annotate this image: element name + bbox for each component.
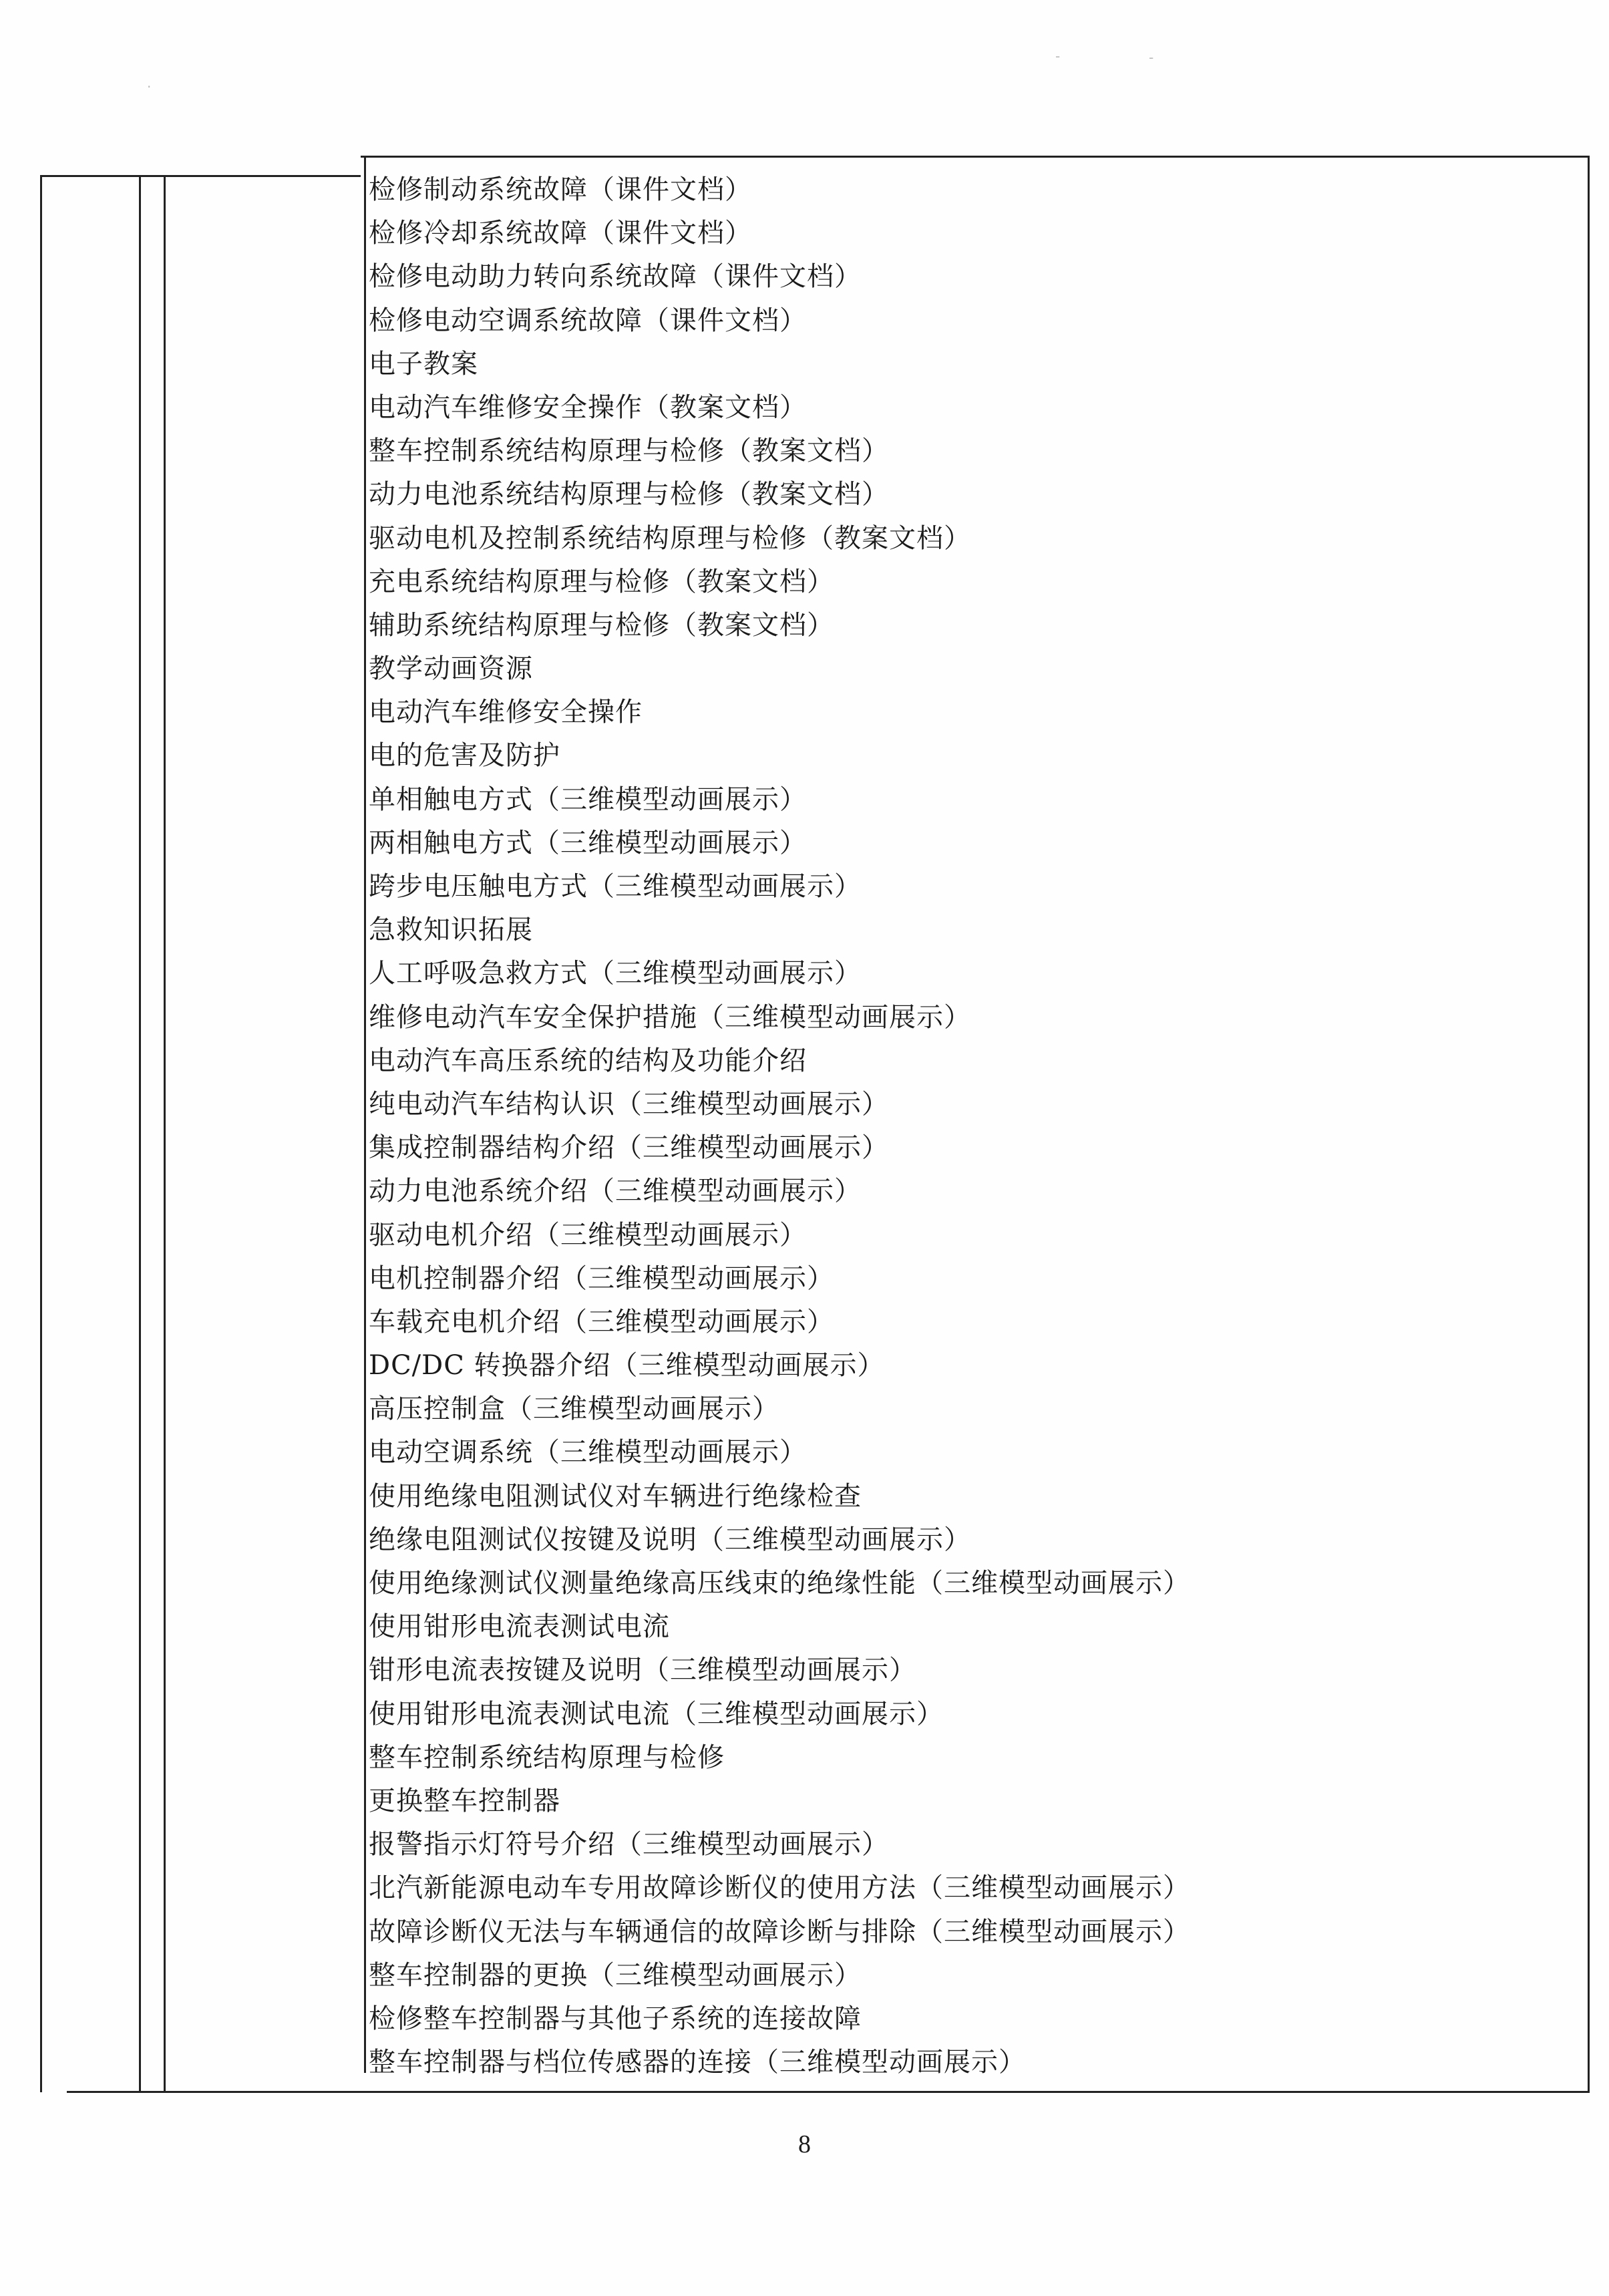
list-item: 整车控制系统结构原理与检修 [369,1742,725,1773]
list-item: 检修整车控制器与其他子系统的连接故障 [369,2003,862,2034]
list-item: 充电系统结构原理与检修（教案文档） [369,566,834,597]
list-item: 驱动电机介绍（三维模型动画展示） [369,1219,807,1251]
list-item: 电动汽车维修安全操作（教案文档） [369,391,807,423]
list-item: 北汽新能源电动车专用故障诊断仪的使用方法（三维模型动画展示） [369,1872,1190,1904]
list-item: 检修电动空调系统故障（课件文档） [369,305,807,336]
list-item: 集成控制器结构介绍（三维模型动画展示） [369,1132,889,1164]
list-item: 电动汽车高压系统的结构及功能介绍 [369,1045,807,1076]
table-column-divider [139,175,141,2092]
list-item: 报警指示灯符号介绍（三维模型动画展示） [369,1829,889,1860]
list-item: 绝缘电阻测试仪按键及说明（三维模型动画展示） [369,1524,971,1555]
list-item: 两相触电方式（三维模型动画展示） [369,827,807,858]
list-item: 使用钳形电流表测试电流（三维模型动画展示） [369,1698,944,1730]
list-item: 纯电动汽车结构认识（三维模型动画展示） [369,1088,889,1120]
table-column-divider [364,156,366,2073]
list-item: 车载充电机介绍（三维模型动画展示） [369,1306,834,1337]
list-item: 动力电池系统结构原理与检修（教案文档） [369,479,889,510]
list-item: 检修电动助力转向系统故障（课件文档） [369,261,862,293]
list-item: 整车控制系统结构原理与检修（教案文档） [369,436,889,467]
list-item: 高压控制盒（三维模型动画展示） [369,1393,779,1425]
list-item: 电机控制器介绍（三维模型动画展示） [369,1263,834,1294]
table-left-top-border [40,175,361,177]
list-item: 电动汽车维修安全操作 [369,697,643,728]
list-item: 更换整车控制器 [369,1785,560,1816]
list-item: 检修冷却系统故障（课件文档） [369,218,752,249]
table-bottom-border [67,2091,1590,2093]
list-item: 电子教案 [369,348,478,379]
table-right-border [1588,156,1590,2093]
scan-speck: · [147,79,152,95]
list-item: 整车控制器与档位传感器的连接（三维模型动画展示） [369,2047,1026,2078]
list-item: 使用绝缘测试仪测量绝缘高压线束的绝缘性能（三维模型动画展示） [369,1568,1190,1599]
list-item: 人工呼吸急救方式（三维模型动画展示） [369,958,862,989]
list-item: 单相触电方式（三维模型动画展示） [369,784,807,815]
list-item: 动力电池系统介绍（三维模型动画展示） [369,1176,862,1207]
table-left-border [40,175,42,2092]
list-item: 使用钳形电流表测试电流 [369,1611,670,1643]
page-number: 8 [798,2130,811,2158]
table-column-divider [164,175,166,2092]
list-item: 电的危害及防护 [369,740,560,772]
list-item: 钳形电流表按键及说明（三维模型动画展示） [369,1655,916,1686]
resource-list [369,168,1571,2084]
table-top-border [361,156,1590,158]
scan-speck: - [1149,49,1154,65]
list-item: 故障诊断仪无法与车辆通信的故障诊断与排除（三维模型动画展示） [369,1916,1190,1947]
list-item: 辅助系统结构原理与检修（教案文档） [369,609,834,641]
list-item: 驱动电机及控制系统结构原理与检修（教案文档） [369,522,971,554]
list-item: 急救知识拓展 [369,915,533,946]
list-item: 教学动画资源 [369,653,533,685]
list-item: 检修制动系统故障（课件文档） [369,174,752,205]
scan-speck: - [1055,48,1061,64]
list-item: 维修电动汽车安全保护措施（三维模型动画展示） [369,1001,971,1033]
list-item: 整车控制器的更换（三维模型动画展示） [369,1959,862,1991]
list-item: 电动空调系统（三维模型动画展示） [369,1437,807,1468]
list-item: 使用绝缘电阻测试仪对车辆进行绝缘检查 [369,1480,862,1512]
list-item: DC/DC 转换器介绍（三维模型动画展示） [369,1350,885,1381]
list-item: 跨步电压触电方式（三维模型动画展示） [369,871,862,902]
